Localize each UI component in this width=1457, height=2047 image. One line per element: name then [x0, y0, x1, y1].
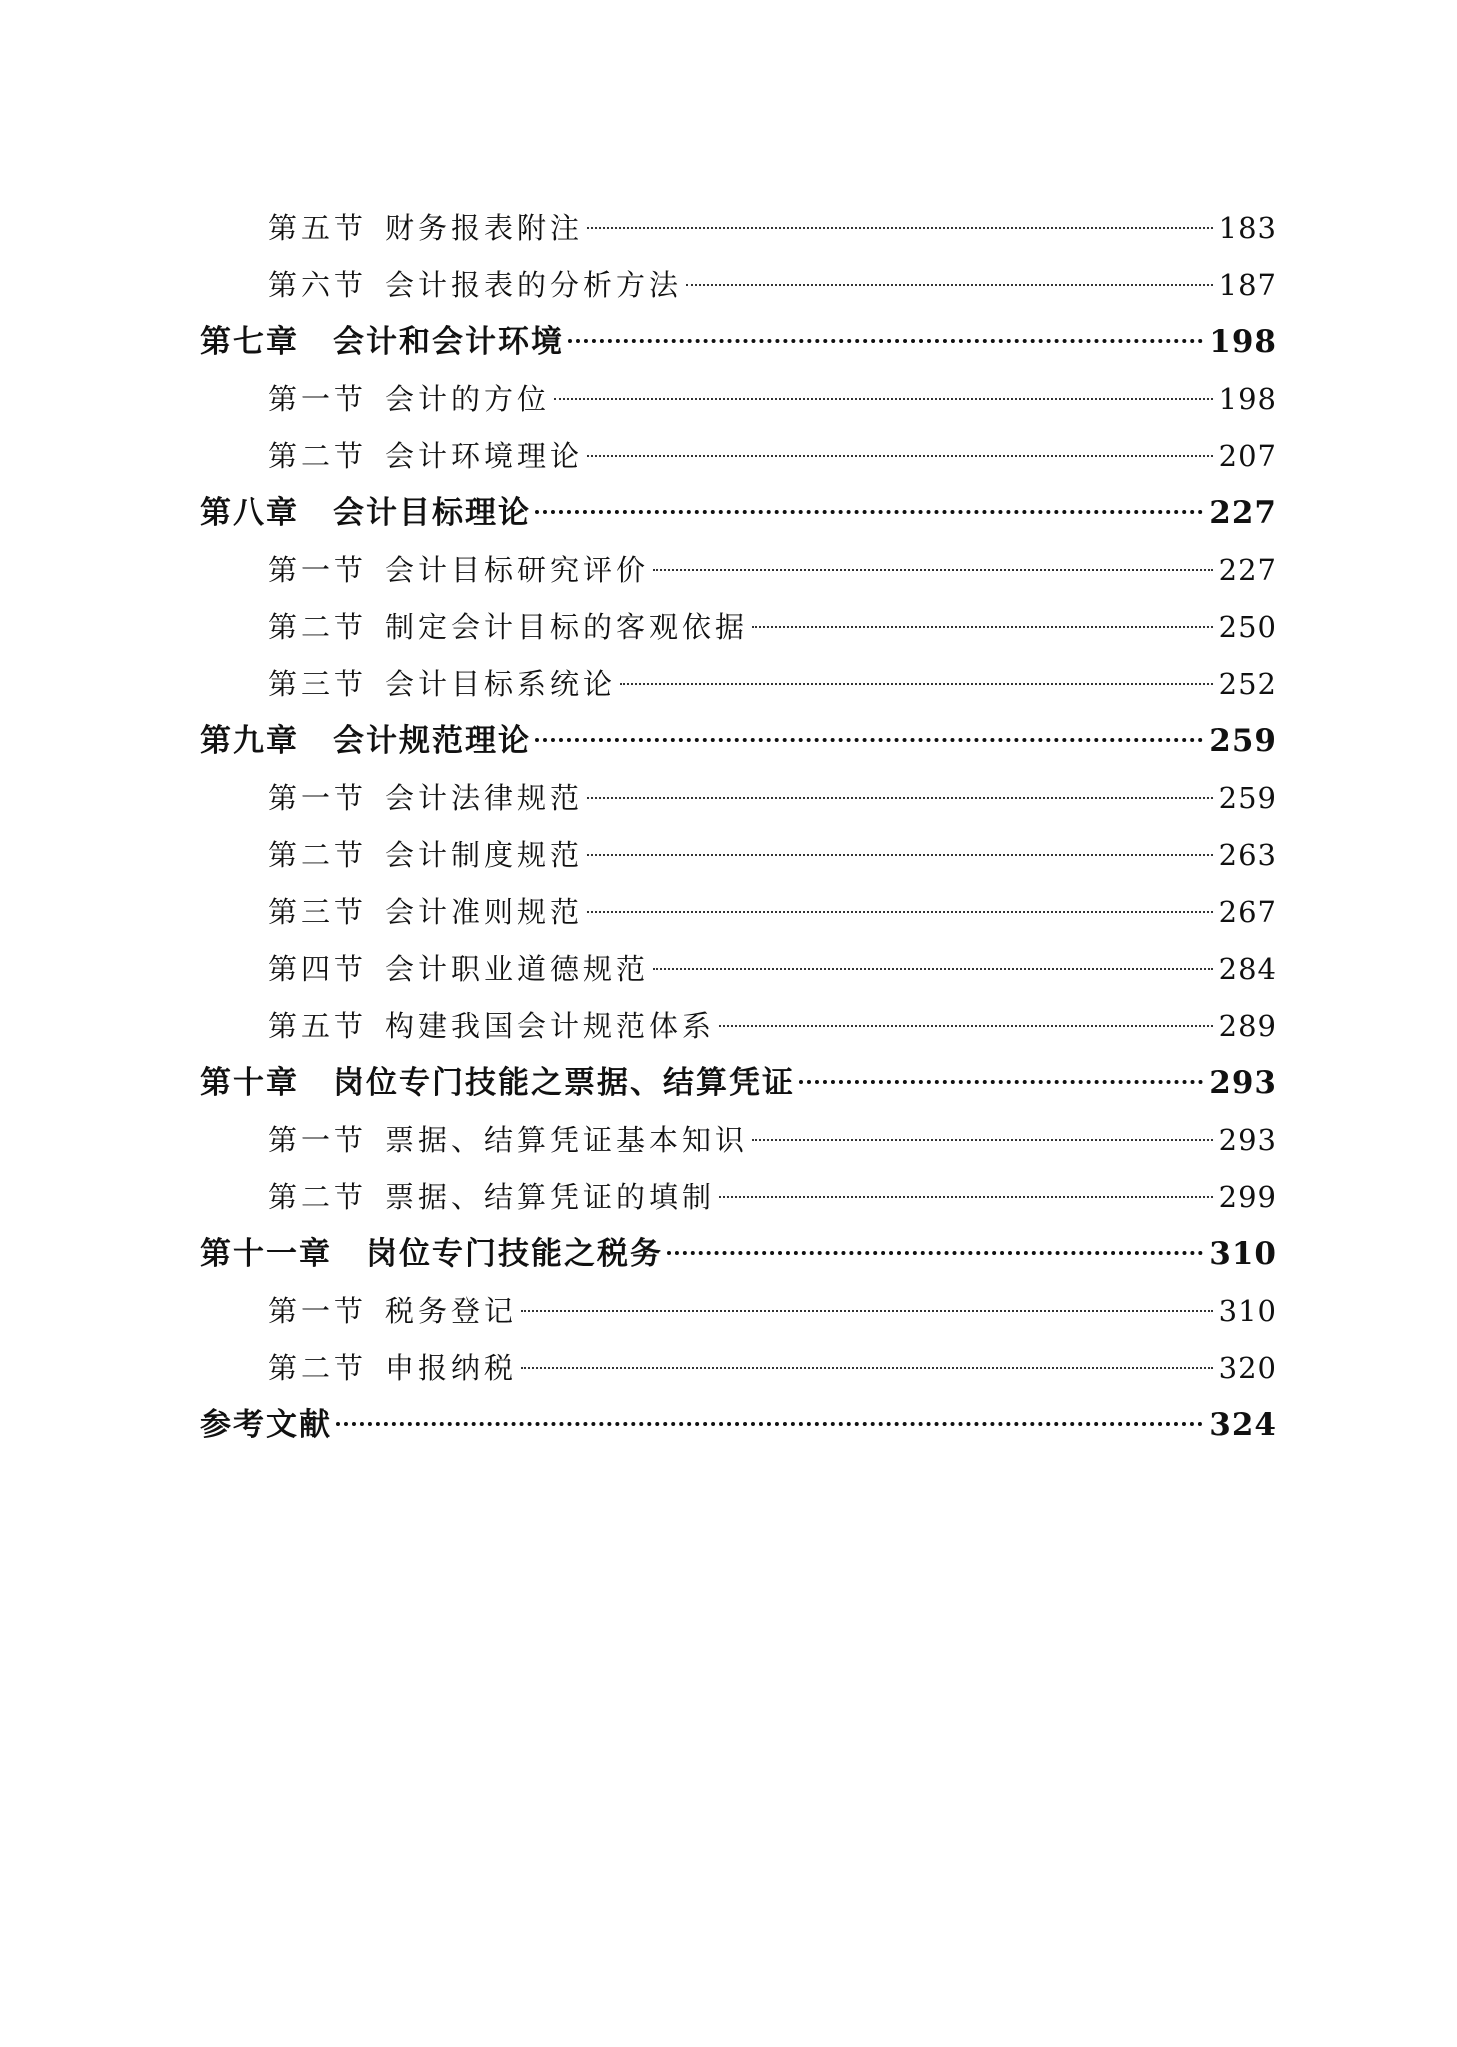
toc-entry-page: 293 — [1209, 1065, 1277, 1101]
toc-entry-title: 会计制度规范 — [385, 838, 584, 872]
dot-leader — [535, 738, 1203, 742]
toc-entry-chapter[interactable] — [200, 1226, 1277, 1283]
toc-entry-title: 岗位专门技能之票据、结算凭证 — [333, 1065, 795, 1101]
toc-entry-label: 第七章 — [200, 324, 299, 360]
toc-entry-section[interactable] — [200, 1340, 1277, 1397]
dot-leader — [752, 1139, 1213, 1141]
toc-entry-section[interactable] — [200, 428, 1277, 485]
toc-entry-page: 252 — [1218, 667, 1277, 701]
toc-entry-label: 第一节 — [268, 1123, 368, 1157]
toc-entry-title: 制定会计目标的客观依据 — [385, 610, 749, 644]
toc-entry-title: 会计准则规范 — [385, 895, 584, 929]
dot-leader — [686, 284, 1213, 286]
toc-entry-references[interactable] — [200, 1397, 1277, 1454]
dot-leader — [521, 1367, 1213, 1369]
toc-entry-section[interactable] — [200, 200, 1277, 257]
toc-entry-page: 250 — [1218, 610, 1277, 644]
toc-entry-section[interactable] — [200, 1169, 1277, 1226]
toc-entry-label: 第六节 — [268, 268, 368, 302]
toc-entry-page: 187 — [1218, 268, 1277, 302]
dot-leader — [719, 1196, 1213, 1198]
dot-leader — [587, 455, 1213, 457]
toc-entry-label: 第二节 — [268, 838, 368, 872]
toc-entry-title: 会计和会计环境 — [333, 324, 564, 360]
toc-entry-title: 会计规范理论 — [333, 723, 531, 759]
dot-leader — [568, 339, 1203, 343]
toc-entry-chapter[interactable] — [200, 713, 1277, 770]
dot-leader — [521, 1310, 1213, 1312]
dot-leader — [667, 1251, 1203, 1255]
dot-leader — [799, 1080, 1203, 1084]
toc-entry-section[interactable] — [200, 542, 1277, 599]
toc-entry-section[interactable] — [200, 884, 1277, 941]
toc-entry-title: 参考文献 — [200, 1407, 332, 1443]
toc-entry-section[interactable] — [200, 371, 1277, 428]
toc-entry-label: 第五节 — [268, 1009, 368, 1043]
toc-entry-page: 227 — [1218, 553, 1277, 587]
toc-entry-section[interactable] — [200, 998, 1277, 1055]
dot-leader — [336, 1422, 1203, 1426]
toc-entry-section[interactable] — [200, 599, 1277, 656]
toc-entry-title: 财务报表附注 — [385, 211, 584, 245]
toc-entry-title: 构建我国会计规范体系 — [385, 1009, 716, 1043]
toc-entry-section[interactable] — [200, 827, 1277, 884]
dot-leader — [587, 854, 1213, 856]
toc-entry-section[interactable] — [200, 1112, 1277, 1169]
toc-entry-chapter[interactable] — [200, 1055, 1277, 1112]
toc-entry-page: 299 — [1218, 1180, 1277, 1214]
toc-entry-label: 第五节 — [268, 211, 368, 245]
dot-leader — [653, 569, 1213, 571]
toc-entry-title: 税务登记 — [385, 1294, 518, 1328]
toc-entry-chapter[interactable] — [200, 314, 1277, 371]
toc-entry-label: 第一节 — [268, 1294, 368, 1328]
toc-entry-page: 320 — [1218, 1351, 1277, 1385]
toc-entry-page: 207 — [1218, 439, 1277, 473]
toc-entry-label: 第十章 — [200, 1065, 299, 1101]
dot-leader — [653, 968, 1213, 970]
toc-entry-title: 会计职业道德规范 — [385, 952, 650, 986]
toc-entry-page: 183 — [1218, 211, 1277, 245]
toc-entry-title: 会计目标系统论 — [385, 667, 617, 701]
toc-entry-title: 会计的方位 — [385, 382, 551, 416]
toc-entry-page: 267 — [1218, 895, 1277, 929]
toc-entry-page: 263 — [1218, 838, 1277, 872]
toc-entry-label: 第二节 — [268, 1180, 368, 1214]
toc-entry-section[interactable] — [200, 1283, 1277, 1340]
toc-entry-section[interactable] — [200, 257, 1277, 314]
toc-entry-page: 259 — [1218, 781, 1277, 815]
toc-entry-label: 第一节 — [268, 781, 368, 815]
toc-entry-page: 310 — [1218, 1294, 1277, 1328]
toc-entry-title: 票据、结算凭证基本知识 — [385, 1123, 749, 1157]
toc-entry-label: 第九章 — [200, 723, 299, 759]
toc-entry-page: 227 — [1209, 495, 1277, 531]
toc-entry-label: 第二节 — [268, 610, 368, 644]
toc-entry-section[interactable] — [200, 770, 1277, 827]
toc-entry-label: 第三节 — [268, 667, 368, 701]
toc-entry-section[interactable] — [200, 656, 1277, 713]
dot-leader — [554, 398, 1213, 400]
toc-entry-title: 会计法律规范 — [385, 781, 584, 815]
toc-entry-page: 310 — [1209, 1236, 1277, 1272]
toc-entry-label: 第八章 — [200, 495, 299, 531]
toc-entry-title: 票据、结算凭证的填制 — [385, 1180, 716, 1214]
toc-entry-chapter[interactable] — [200, 485, 1277, 542]
toc-entry-title: 会计报表的分析方法 — [385, 268, 683, 302]
toc-entry-title: 岗位专门技能之税务 — [366, 1236, 663, 1272]
dot-leader — [535, 510, 1203, 514]
dot-leader — [620, 683, 1213, 685]
toc-entry-title: 会计环境理论 — [385, 439, 584, 473]
dot-leader — [587, 227, 1213, 229]
toc-entry-page: 284 — [1218, 952, 1277, 986]
dot-leader — [587, 797, 1213, 799]
toc-entry-title: 会计目标研究评价 — [385, 553, 650, 587]
table-of-contents — [200, 200, 1277, 1454]
toc-entry-page: 198 — [1209, 324, 1277, 360]
dot-leader — [752, 626, 1213, 628]
toc-entry-label: 第二节 — [268, 1351, 368, 1385]
toc-entry-page: 293 — [1218, 1123, 1277, 1157]
dot-leader — [587, 911, 1213, 913]
toc-entry-title: 会计目标理论 — [333, 495, 531, 531]
toc-entry-page: 324 — [1209, 1407, 1277, 1443]
toc-entry-page: 259 — [1209, 723, 1277, 759]
toc-entry-label: 第十一章 — [200, 1236, 332, 1272]
toc-entry-section[interactable] — [200, 941, 1277, 998]
toc-entry-label: 第四节 — [268, 952, 368, 986]
toc-entry-label: 第一节 — [268, 553, 368, 587]
dot-leader — [719, 1025, 1213, 1027]
toc-entry-page: 289 — [1218, 1009, 1277, 1043]
toc-entry-label: 第三节 — [268, 895, 368, 929]
toc-entry-title: 申报纳税 — [385, 1351, 518, 1385]
toc-entry-page: 198 — [1218, 382, 1277, 416]
toc-entry-label: 第一节 — [268, 382, 368, 416]
toc-entry-label: 第二节 — [268, 439, 368, 473]
